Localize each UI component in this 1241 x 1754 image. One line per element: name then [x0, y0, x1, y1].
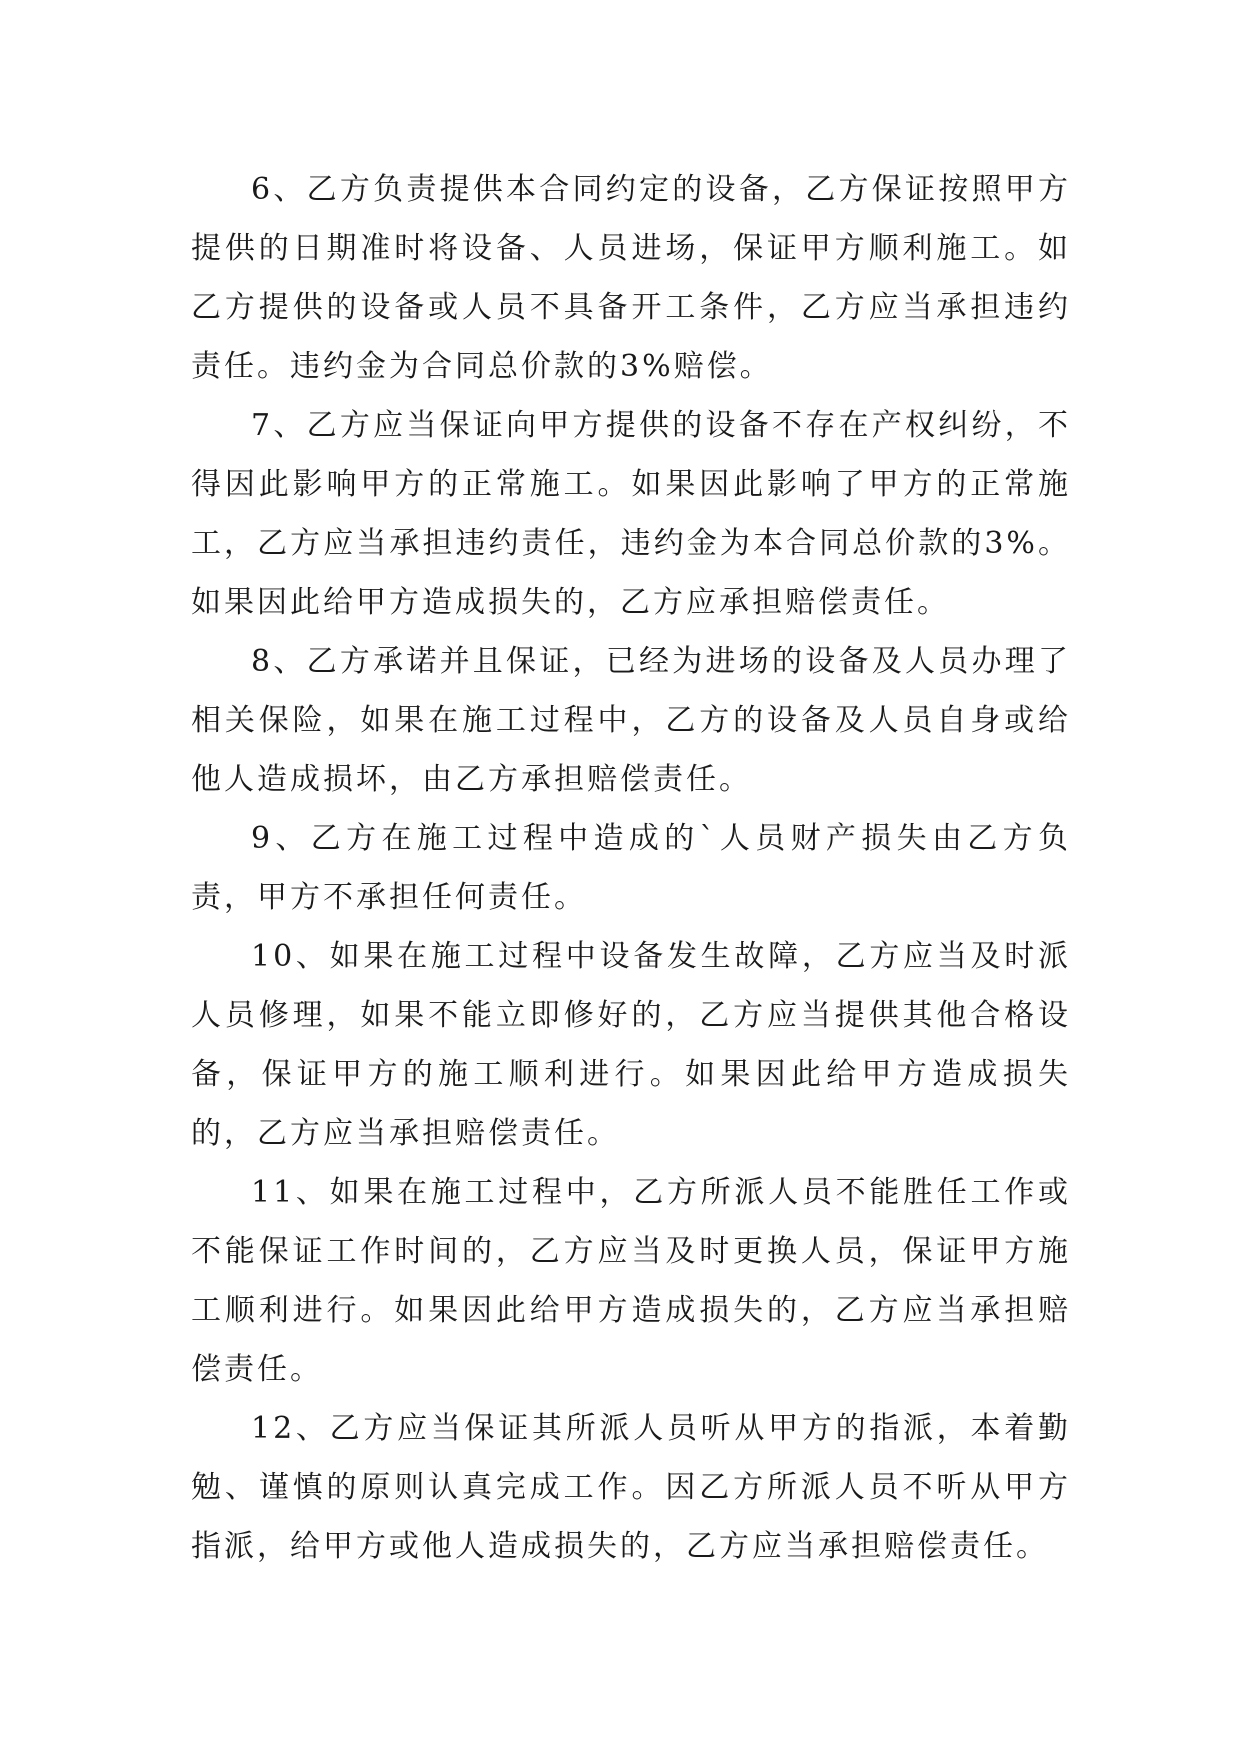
document-body — [191, 160, 1071, 1576]
clause-7-paragraph: 7、乙方应当保证向甲方提供的设备不存在产权纠纷，不得因此影响甲方的正常施工。如果因此影响了甲方的正常施工，乙方应当承担违约责任，违约金为本合同总价款的3%。如果因此给甲方造成损失的，乙方应承担赔偿责任。 — [191, 408, 1071, 620]
clause-11-paragraph: 11、如果在施工过程中，乙方所派人员不能胜任工作或不能保证工作时间的，乙方应当及时更换人员，保证甲方施工顺利进行。如果因此给甲方造成损失的，乙方应当承担赔偿责任。 — [191, 1175, 1071, 1387]
clause-6-paragraph: 6、乙方负责提供本合同约定的设备，乙方保证按照甲方提供的日期准时将设备、人员进场，保证甲方顺利施工。如乙方提供的设备或人员不具备开工条件，乙方应当承担违约责任。违约金为合同总价款的3%赔偿。 — [191, 172, 1071, 384]
clause-9-paragraph: 9、乙方在施工过程中造成的`人员财产损失由乙方负责，甲方不承担任何责任。 — [191, 821, 1071, 915]
clause-8-paragraph: 8、乙方承诺并且保证，已经为进场的设备及人员办理了相关保险，如果在施工过程中，乙方的设备及人员自身或给他人造成损坏，由乙方承担赔偿责任。 — [191, 644, 1071, 797]
clause-12-paragraph: 12、乙方应当保证其所派人员听从甲方的指派，本着勤勉、谨慎的原则认真完成工作。因乙方所派人员不听从甲方指派，给甲方或他人造成损失的，乙方应当承担赔偿责任。 — [191, 1411, 1071, 1564]
clause-10-paragraph: 10、如果在施工过程中设备发生故障，乙方应当及时派人员修理，如果不能立即修好的，乙方应当提供其他合格设备，保证甲方的施工顺利进行。如果因此给甲方造成损失的，乙方应当承担赔偿责任。 — [191, 939, 1071, 1151]
